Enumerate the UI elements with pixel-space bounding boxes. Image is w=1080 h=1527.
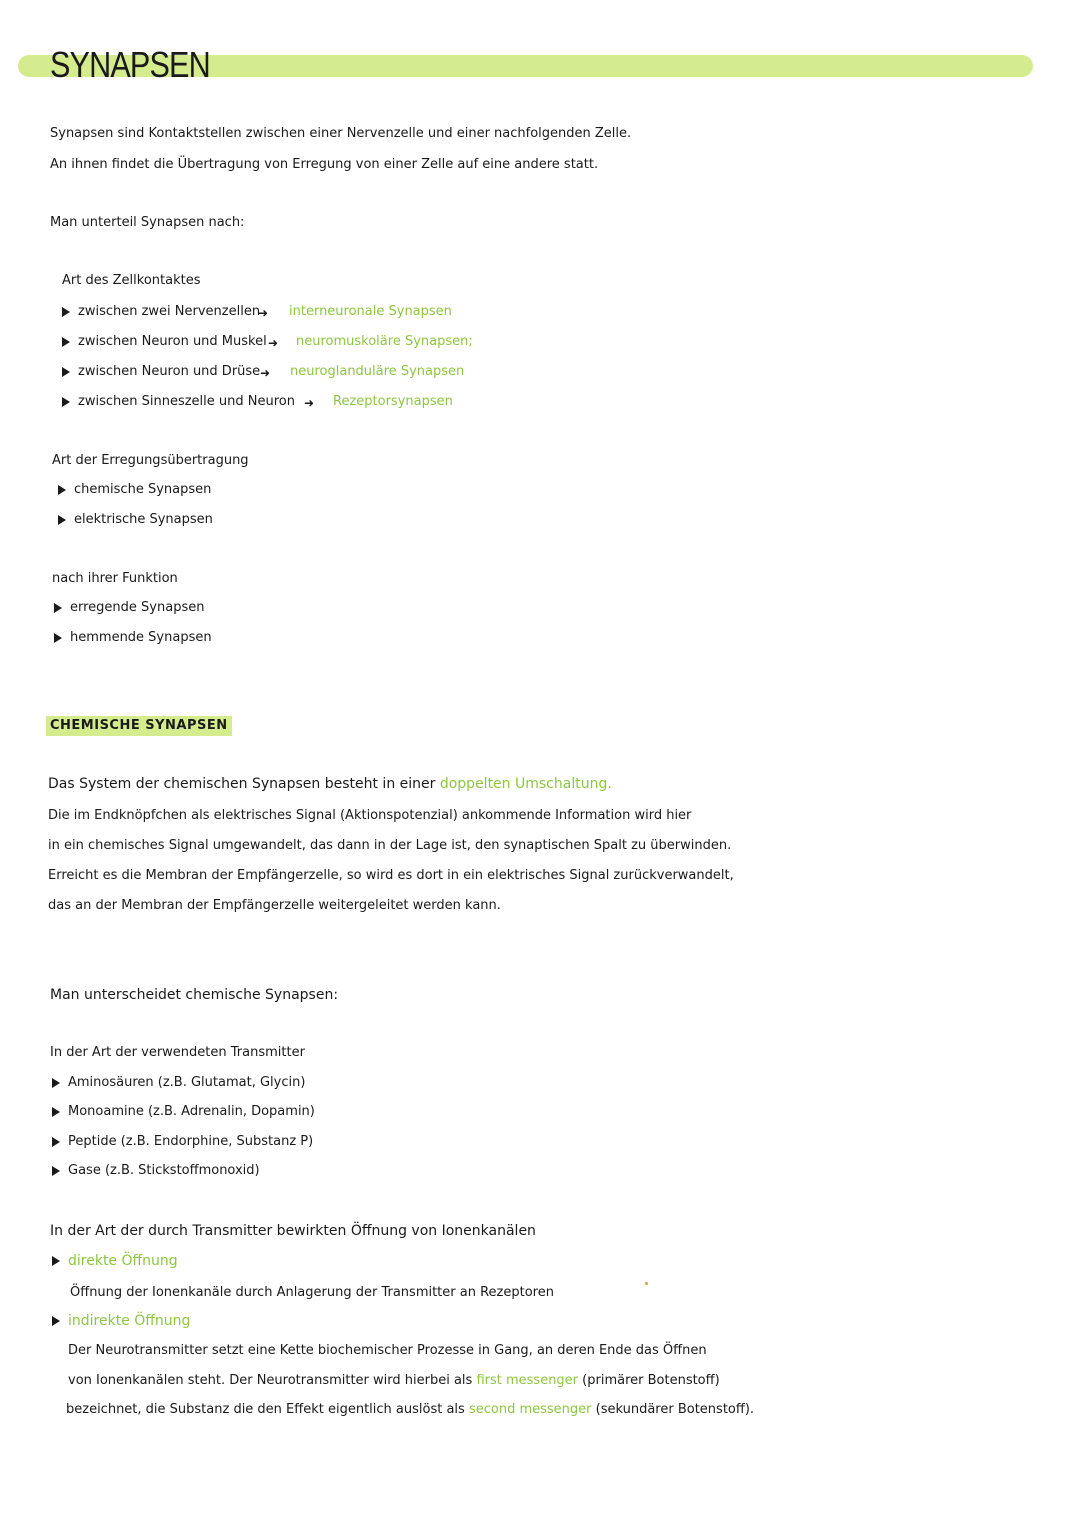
list-item: Gase (z.B. Stickstoffmonoxid) (52, 1163, 260, 1178)
zellkontakt-result: neuroglanduläre Synapsen (290, 364, 465, 379)
list-item: zwischen Sinneszelle und Neuron (62, 394, 295, 409)
oeffnung-heading: In der Art der durch Transmitter bewirkten Öffnung von Ionenkanälen (50, 1223, 536, 1239)
list-item: erregende Synapsen (54, 600, 204, 615)
arrow-right-icon: ➜ (268, 336, 279, 350)
funktion-heading: nach ihrer Funktion (52, 571, 178, 586)
para-line-1: Das System der chemischen Synapsen besteht in einer doppelten Umschaltung. (48, 776, 612, 792)
bullet-triangle-icon (54, 633, 62, 643)
list-item: Aminosäuren (z.B. Glutamat, Glycin) (52, 1075, 305, 1090)
unterscheidung-heading: Man unterscheidet chemische Synapsen: (50, 987, 339, 1003)
bullet-triangle-icon (62, 337, 70, 347)
bullet-triangle-icon (58, 515, 66, 525)
bullet-triangle-icon (62, 307, 70, 317)
arrow-right-icon: ➜ (258, 306, 269, 320)
page-title: SYNAPSEN (50, 44, 210, 85)
para-line-4: Erreicht es die Membran der Empfängerzelle, so wird es dort in ein elektrisches Signal zurückverwandelt, (48, 868, 734, 883)
bullet-triangle-icon (52, 1107, 60, 1117)
classification-heading: Man unterteil Synapsen nach: (50, 215, 245, 230)
bullet-triangle-icon (52, 1078, 60, 1088)
list-item: indirekte Öffnung (52, 1313, 190, 1329)
arrow-right-icon: ➜ (260, 366, 271, 380)
indirekt-line-2: von Ionenkanälen steht. Der Neurotransmitter wird hierbei als first messenger (primärer Botenstoff) (68, 1373, 720, 1388)
bullet-triangle-icon (62, 397, 70, 407)
list-item: direkte Öffnung (52, 1253, 178, 1269)
zellkontakt-result: neuromuskoläre Synapsen; (296, 334, 473, 349)
para-line-3: in ein chemisches Signal umgewandelt, das dann in der Lage ist, den synaptischen Spalt zu überwinden. (48, 838, 732, 853)
zellkontakt-heading: Art des Zellkontaktes (62, 273, 201, 288)
transmitter-heading: In der Art der verwendeten Transmitter (50, 1045, 305, 1060)
zellkontakt-result: Rezeptorsynapsen (333, 394, 453, 409)
bullet-triangle-icon (52, 1256, 60, 1266)
intro-line-1: Synapsen sind Kontaktstellen zwischen einer Nervenzelle und einer nachfolgenden Zelle. (50, 126, 632, 141)
list-item: zwischen Neuron und Muskel (62, 334, 267, 349)
erregung-heading: Art der Erregungsübertragung (52, 453, 249, 468)
para-line-5: das an der Membran der Empfängerzelle weitergeleitet werden kann. (48, 898, 501, 913)
arrow-right-icon: ➜ (304, 396, 315, 410)
para-line-2: Die im Endknöpfchen als elektrisches Signal (Aktionspotenzial) ankommende Information wird hier (48, 808, 692, 823)
bullet-triangle-icon (52, 1166, 60, 1176)
list-item: elektrische Synapsen (58, 512, 213, 527)
list-item: chemische Synapsen (58, 482, 211, 497)
bullet-triangle-icon (62, 367, 70, 377)
zellkontakt-result: interneuronale Synapsen (289, 304, 452, 319)
bullet-triangle-icon (54, 603, 62, 613)
list-item: Monoamine (z.B. Adrenalin, Dopamin) (52, 1104, 315, 1119)
bullet-triangle-icon (52, 1316, 60, 1326)
bullet-triangle-icon (52, 1137, 60, 1147)
list-item: Peptide (z.B. Endorphine, Substanz P) (52, 1134, 313, 1149)
indirekt-line-1: Der Neurotransmitter setzt eine Kette biochemischer Prozesse in Gang, an deren Ende das Öffnen (68, 1343, 707, 1358)
indirekt-line-3: bezeichnet, die Substanz die den Effekt eigentlich auslöst als second messenger (sekundärer Botenstoff). (66, 1402, 755, 1417)
list-item: zwischen zwei Nervenzellen (62, 304, 260, 319)
intro-line-2: An ihnen findet die Übertragung von Erregung von einer Zelle auf eine andere statt. (50, 157, 599, 172)
list-item: zwischen Neuron und Drüse (62, 364, 260, 379)
ink-dot (645, 1282, 648, 1285)
direkt-description: Öffnung der Ionenkanäle durch Anlagerung der Transmitter an Rezeptoren (70, 1285, 554, 1300)
section-heading-chemisch: CHEMISCHE SYNAPSEN (46, 716, 232, 736)
bullet-triangle-icon (58, 485, 66, 495)
list-item: hemmende Synapsen (54, 630, 212, 645)
